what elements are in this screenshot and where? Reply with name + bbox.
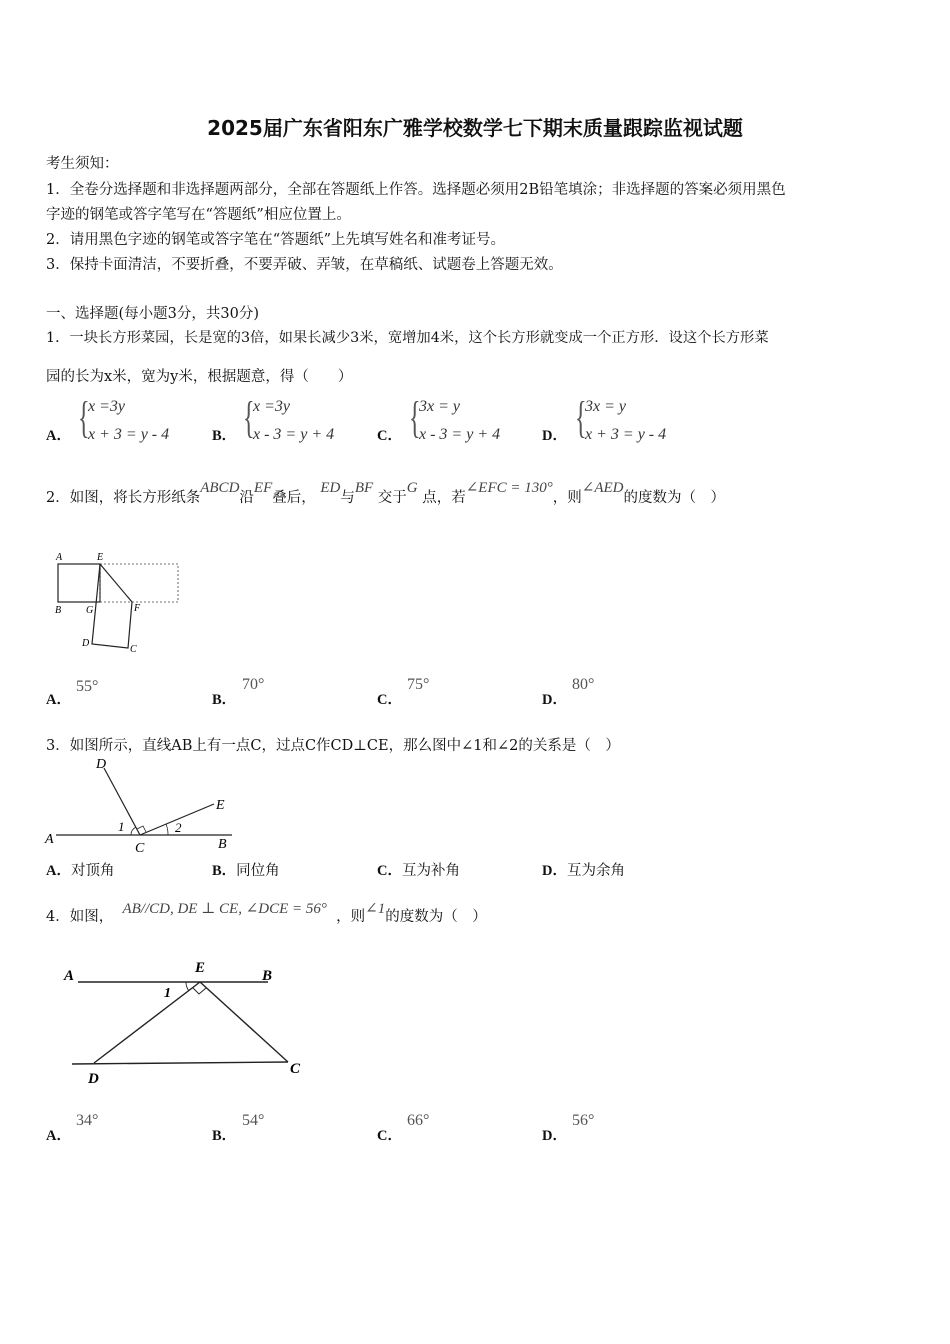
q3-stem: 3．如图所示，直线AB上有一点C，过点C作CD⊥CE，那么图中∠1和∠2的关系是（ ） — [46, 738, 620, 754]
q4-stem: 4．如图， AB//CD, DE ⊥ CE, ∠DCE = 56° ，则∠1的度数为（ ） — [46, 901, 487, 925]
notice-item-2: 2．请用黑色字迹的钢笔或答字笔在“答题纸”上先填写姓名和准考证号。 — [46, 232, 506, 248]
q4-fig-label-1: 1 — [164, 986, 171, 1001]
q4-option-d: D． 56° — [542, 1112, 595, 1144]
q2-fig-label-a: A — [56, 552, 63, 563]
q4-fig-label-a: A — [64, 968, 75, 984]
q3-fig-angle2-arc — [166, 824, 168, 835]
q1-stem-line1: 1．一块长方形菜园，长是宽的3倍，如果长减少3米，宽增加4米，这个长方形就变成一个正方形．设这个长方形菜 — [46, 330, 769, 346]
q4-option-a: A． 34° — [46, 1112, 99, 1144]
notice-item-1-cont: 字迹的钢笔或答字笔写在“答题纸”相应位置上。 — [46, 207, 351, 223]
q4-option-c: C． 66° — [377, 1112, 430, 1144]
q1-option-d-label: D． — [542, 428, 567, 444]
q2-option-c: C． 75° — [377, 676, 430, 708]
q3-figure — [42, 752, 242, 857]
notice-item-3: 3．保持卡面清洁，不要折叠，不要弄破、弄皱，在草稿纸、试题卷上答题无效。 — [46, 257, 563, 273]
notice-heading: 考生须知： — [46, 156, 119, 172]
q3-fig-label-1: 1 — [118, 819, 125, 834]
q3-fig-label-d: D — [96, 757, 107, 772]
q2-fig-label-b: B — [55, 605, 62, 616]
q4-fig-label-c: C — [290, 1061, 301, 1077]
q3-option-b: B．同位角 — [212, 863, 280, 879]
q2-figure — [50, 550, 185, 660]
q2-option-d: D． 80° — [542, 676, 595, 708]
q1-option-b-label: B． — [212, 428, 237, 444]
q3-fig-label-2: 2 — [175, 820, 182, 835]
q1-option-c-label: C． — [377, 428, 402, 444]
q3-fig-angle1-arc — [131, 827, 136, 835]
q2-stem: 2．如图，将长方形纸条ABCD沿EF叠后， ED与BF 交于G 点，若∠EFC = 130°，则∠AED的度数为（ ） — [46, 480, 725, 506]
q3-fig-label-e: E — [216, 798, 225, 813]
q4-fig-line-ec — [200, 982, 288, 1062]
q2-fig-label-c: C — [130, 644, 137, 655]
q2-fig-rect-left — [58, 564, 100, 602]
q3-option-c: C．互为补角 — [377, 863, 460, 879]
notice-item-1: 1．全卷分选择题和非选择题两部分，全部在答题纸上作答。选择题必须用2B铅笔填涂；非选择题的答案必须用黑色 — [46, 182, 786, 198]
q2-fig-label-e: E — [97, 552, 104, 563]
q4-fig-label-e: E — [195, 960, 206, 976]
q3-fig-label-b: B — [218, 837, 227, 852]
q4-fig-right-angle — [193, 988, 206, 994]
q3-option-a: A．对顶角 — [46, 863, 115, 879]
q2-option-b: B． 70° — [212, 676, 265, 708]
q3-fig-label-a: A — [45, 832, 54, 847]
q1-option-a-label: A． — [46, 428, 71, 444]
q4-option-b: B． 54° — [212, 1112, 265, 1144]
q3-fig-label-c: C — [135, 841, 145, 856]
q2-fig-label-d: D — [82, 638, 90, 649]
q2-fig-folded — [92, 564, 132, 648]
q4-fig-line-de — [94, 982, 200, 1063]
page-title: 2025届广东省阳东广雅学校数学七下期末质量跟踪监视试题 — [207, 116, 743, 140]
q4-fig-label-d: D — [88, 1071, 99, 1087]
section-heading: 一、选择题(每小题3分，共30分) — [46, 306, 259, 322]
q1-stem-line2: 园的长为x米，宽为y米，根据题意，得（ ） — [46, 369, 353, 385]
q2-fig-rect-dashed — [100, 564, 178, 602]
q4-figure — [60, 955, 310, 1090]
q2-option-a: A． 55° — [46, 678, 99, 708]
q2-fig-label-f: F — [134, 603, 141, 614]
q4-fig-line-cd — [72, 1062, 288, 1064]
q4-fig-label-b: B — [262, 968, 273, 984]
q3-option-d: D．互为余角 — [542, 863, 625, 879]
q4-fig-angle1-arc — [186, 982, 189, 991]
q2-fig-label-g: G — [86, 605, 94, 616]
exam-page: 2025届广东省阳东广雅学校数学七下期末质量跟踪监视试题 考生须知： 1．全卷分选择题和非选择题两部分，全部在答题纸上作答。选择题必须用2B铅笔填涂；非选择题的答案必须用黑色 字迹的钢笔或答字笔写在“答题纸”相应位置上。 2．请用黑色字迹的钢笔或答字笔在“答题纸”上先填写姓名和准考证号。 3．保持卡面清洁，不要折叠，不要弄破、弄皱，在草稿纸、试题卷上答题无效。 一、选择题(每小题3分，共30分) 1．一块长方形菜园，长是宽的3倍，如果长减少3米，宽增加4米，这个长方形就变成一个正方形．设这个长方形菜 园的长为x米，宽为y米，根据题意，得（ ） A． { x =3y x + 3 = y - 4 B． { x =3y x - 3 = y + 4 C． { 3x = y x - 3 = y + 4 D． { 3x = y x + 3 = y - 4 2．如图，将长方形纸条ABCD沿EF叠后， ED与BF 交于G 点，若∠EFC = 130°，则∠AED的度数为（ ） A E B G F D C A． 55° B． 70° C． 75° D． 80° 3．如图所示，直线AB上有一点C，过点C作CD⊥CE，那么图中∠1和∠2的关系是（ ） D E A C B 1 2 A．对顶角 B．同位角 C．互为补角 D．互为余角 4．如图， AB//CD, DE ⊥ CE, ∠DCE = 56° ，则∠1的度数为（ ） A E B 1 D C A． 34° B． 54° C． 66° D． 56° — [0, 0, 950, 1344]
